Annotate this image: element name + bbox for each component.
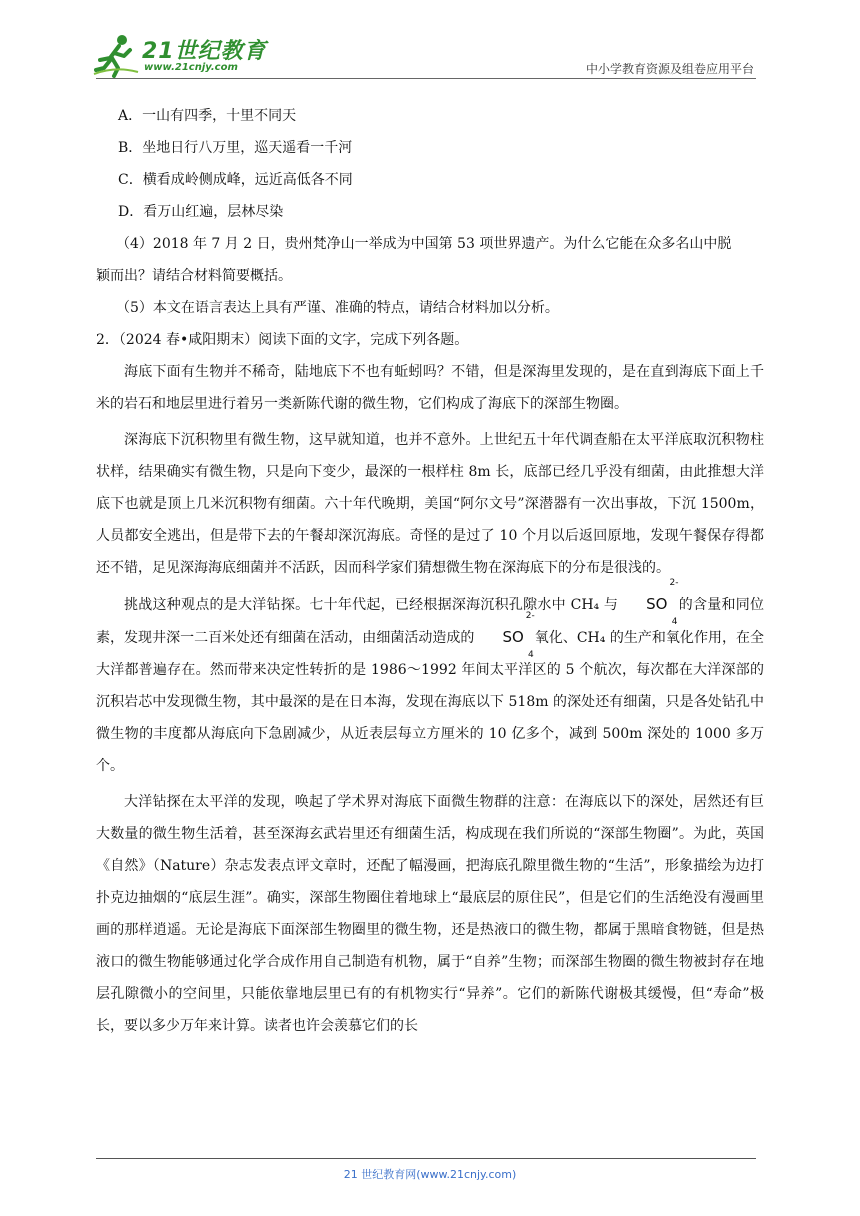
- formula-subscript: 4: [528, 650, 534, 660]
- page-header: [0, 0, 860, 80]
- p3-part-c: 氧化、CH₄ 的生产和氧化作用，在全大洋都普遍存在。然而带来决定性转折的是 1986～1992 年间太平洋区的 5 个航次，每次都在大洋深部的沉积岩芯中发现微生物，其中最深的是在日本海，发现在海底以下 518m 的深处还有细菌，只是各处钻孔中微生物的丰度都从海底向下急剧减少，从近表层每立方厘米的 10 亿多个，减到 500m 深处的 1000 多万个。: [96, 630, 765, 774]
- formula-charge: 2-: [669, 578, 679, 588]
- option-b: B．坐地日行八万里，巡天遥看一千河: [118, 140, 353, 156]
- logo-text: 21世纪教育: [142, 39, 267, 64]
- option-d: D．看万山红遍，层林尽染: [118, 204, 284, 220]
- formula-base: SO: [502, 628, 524, 646]
- header-divider: [96, 78, 756, 79]
- option-a: A．一山有四季，十里不同天: [118, 108, 297, 124]
- runner-logo-icon: [92, 32, 140, 78]
- formula-base: SO: [646, 595, 668, 613]
- formula-charge: 2-: [525, 611, 535, 621]
- logo-url: www.21cnjy.com: [144, 62, 238, 73]
- footer-link[interactable]: 21 世纪教育网(www.21cnjy.com): [343, 1168, 517, 1181]
- footer-divider: [96, 1158, 756, 1159]
- platform-name: 中小学教育资源及组卷应用平台: [585, 62, 754, 76]
- question-4-line1: （4）2018 年 7 月 2 日，贵州梵净山一举成为中国第 53 项世界遗产。为什么它能在众多名山中脱: [116, 236, 732, 252]
- formula-subscript: 4: [671, 617, 678, 627]
- passage-paragraph-3: [96, 578, 765, 782]
- document-body: [96, 100, 764, 1042]
- p3-part-a: 挑战这种观点的是大洋钻探。七十年代起，已经根据深海沉积孔隙水中 CH₄ 与: [124, 597, 619, 613]
- site-logo[interactable]: [92, 32, 267, 78]
- passage-paragraph-1: 海底下面有生物并不稀奇，陆地底下不也有蚯蚓吗？不错，但是深海里发现的，是在直到海底下面上千米的岩石和地层里进行着另一类新陈代谢的微生物，它们构成了海底下的深部生物圈。: [96, 364, 764, 412]
- passage-paragraph-4: 大洋钻探在太平洋的发现，唤起了学术界对海底下面微生物群的注意：在海底以下的深处，居然还有巨大数量的微生物生活着，甚至深海玄武岩里还有细菌生活，构成现在我们所说的“深部生物圈”。为此，英国《自然》（Nature）杂志发表点评文章时，还配了幅漫画，把海底孔隙里微生物的“生活”，形象描绘为边打扑克边抽烟的“底层生涯”。确实，深部生物圈住着地球上“最底层的原住民”，但是它们的生活绝没有漫画里画的那样逍遥。无论是海底下面深部生物圈里的微生物，还是热液口的微生物，都属于黑暗食物链，但是热液口的微生物能够通过化学合成作用自己制造有机物，属于“自养”生物；而深部生物圈的微生物被封存在地层孔隙微小的空间里，只能依靠地层里已有的有机物实行“异养”。它们的新陈代谢极其缓慢，但“寿命”极长，要以多少万年来计算。读者也许会羡慕它们的长: [96, 794, 764, 1034]
- question-2-heading: 2．（2024 春•咸阳期末）阅读下面的文字，完成下列各题。: [96, 332, 469, 348]
- p3-part-b: 的含量和同位素，发现井深一二百米处还有细菌在活动，由细菌活动造成的: [96, 597, 765, 646]
- question-4-line2: 颖而出？请结合材料简要概括。: [96, 268, 292, 284]
- sulfate-formula-2: [474, 611, 535, 660]
- sulfate-formula-1: [618, 578, 679, 627]
- passage-paragraph-2: 深海底下沉积物里有微生物，这早就知道，也并不意外。上世纪五十年代调查船在太平洋底取沉积物柱状样，结果确实有微生物，只是向下变少，最深的一根样柱 8m 长，底部已经几乎没有细菌，由此推想大洋底下也就是顶上几米沉积物有细菌。六十年代晚期，美国“阿尔文号”深潜器有一次出事故，下沉 1500m，人员都安全逃出，但是带下去的午餐却深沉海底。奇怪的是过了 10 个月以后返回原地，发现午餐保存得都还不错，足见深海海底细菌并不活跃，因而科学家们猜想微生物在深海底下的分布是很浅的。: [96, 432, 764, 576]
- question-5: （5）本文在语言表达上具有严谨、准确的特点，请结合材料加以分析。: [116, 300, 559, 316]
- option-c: C．横看成岭侧成峰，远近高低各不同: [118, 172, 353, 188]
